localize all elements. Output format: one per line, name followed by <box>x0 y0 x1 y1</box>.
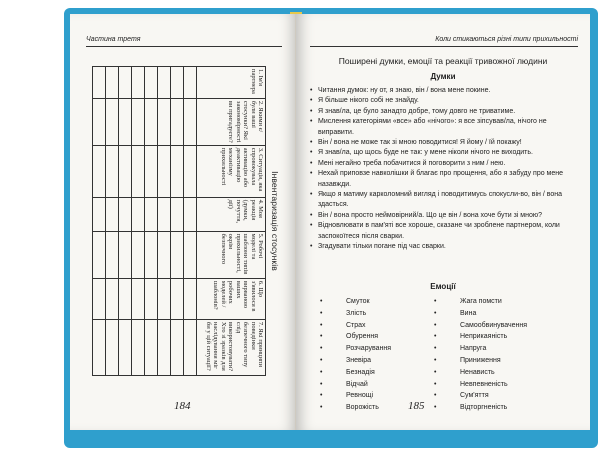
table-cell[interactable] <box>106 67 119 99</box>
list-item: • Мені негайно треба побачитися й поговорити з ним / нею. <box>310 159 576 169</box>
table-cell[interactable] <box>93 197 106 231</box>
table-cell[interactable] <box>119 197 132 231</box>
table-cell[interactable] <box>119 145 132 197</box>
running-header-right: Коли стикаються різні типи прихильності <box>435 36 578 43</box>
column-header: 1. Ім'я партнера <box>197 67 266 99</box>
table-cell[interactable] <box>119 278 132 319</box>
list-item: • Мислення категоріями «все» або «нічого»: я все зіпсував/ла, нічого не виправити. <box>310 117 576 138</box>
list-item: • Напруга <box>434 343 527 355</box>
table-row <box>119 67 132 376</box>
table-row <box>184 67 197 376</box>
list-item: • Відчай <box>320 379 391 391</box>
table-cell[interactable] <box>145 278 158 319</box>
list-item: • Розчарування <box>320 343 391 355</box>
table-cell[interactable] <box>106 98 119 145</box>
table-cell[interactable] <box>119 231 132 278</box>
list-item: • Безнадія <box>320 367 391 379</box>
header-rule-left <box>86 46 282 47</box>
list-item: • Самообвинувачення <box>434 320 527 332</box>
list-item: • Жага помсти <box>434 296 527 308</box>
table-cell[interactable] <box>145 145 158 197</box>
left-page <box>70 14 296 430</box>
table-cell[interactable] <box>119 98 132 145</box>
list-item: • Він / вона не може так зі мною поводитися! Я йому / їй покажу! <box>310 138 576 148</box>
column-header: 4. Моя реакція (думки, почуття, дії) <box>197 197 266 231</box>
column-header: 5. Робочі моделі та шаблони типів прихильності, окрім безпечного <box>197 231 266 278</box>
list-item: • Відновлювати в пам'яті все хороше, сказане чи зроблене партнером, коли заспокоїтеся після сварки. <box>310 221 576 242</box>
table-cell[interactable] <box>93 145 106 197</box>
list-item: • Якщо я матиму карколомний вигляд і поводитимусь спокусли-во, він / вона здасться. <box>310 190 576 211</box>
list-item: • Сум'яття <box>434 390 527 402</box>
table-cell[interactable] <box>158 319 171 375</box>
column-header: 3. Ситуація, яка спровокувала активацію або деактивацію механізму прихильності <box>197 145 266 197</box>
running-header-left: Частина третя <box>86 36 141 43</box>
table-cell[interactable] <box>93 98 106 145</box>
table-cell[interactable] <box>158 67 171 99</box>
list-item: • Ненависть <box>434 367 527 379</box>
emotions-heading: Емоції <box>430 282 456 291</box>
table-row <box>93 67 106 376</box>
inventory-table <box>92 66 266 376</box>
list-item: • Обурення <box>320 331 391 343</box>
table-cell[interactable] <box>145 231 158 278</box>
table-cell[interactable] <box>106 197 119 231</box>
table-cell[interactable] <box>184 145 197 197</box>
list-item: • Страх <box>320 320 391 332</box>
table-cell[interactable] <box>158 231 171 278</box>
list-item: • Зневіра <box>320 355 391 367</box>
table-cell[interactable] <box>184 319 197 375</box>
table-cell[interactable] <box>132 231 145 278</box>
table-cell[interactable] <box>145 319 158 375</box>
rotated-table-container <box>110 66 280 376</box>
thoughts-list <box>310 86 576 253</box>
table-cell[interactable] <box>132 67 145 99</box>
list-item: • Вина <box>434 308 527 320</box>
list-item: • Ревнощі <box>320 390 391 402</box>
thoughts-heading: Думки <box>430 72 456 81</box>
table-row <box>106 67 119 376</box>
table-cell[interactable] <box>145 197 158 231</box>
list-item: • Я знав/ла, це було занадто добре, тому довго не триватиме. <box>310 107 576 117</box>
table-title: Інвентаризація стосунків <box>270 171 280 271</box>
column-header: 2. Якими є/були ваші стосунки? Які закономірності ви пригадуєте? <box>197 98 266 145</box>
table-cell[interactable] <box>184 98 197 145</box>
table-cell[interactable] <box>93 278 106 319</box>
table-cell[interactable] <box>106 145 119 197</box>
table-cell[interactable] <box>184 67 197 99</box>
list-item: • Нехай приповзе навколішки й благає про прощення, або я забуду про мене назавжди. <box>310 169 576 190</box>
table-cell[interactable] <box>106 278 119 319</box>
list-item: • Я більше нікого собі не знайду. <box>310 96 576 106</box>
table-row <box>145 67 158 376</box>
list-item: • Ворожість <box>320 402 391 414</box>
table-cell[interactable] <box>93 67 106 99</box>
header-rule-right <box>310 46 578 47</box>
table-cell[interactable] <box>184 197 197 231</box>
table-cell[interactable] <box>132 98 145 145</box>
table-cell[interactable] <box>132 278 145 319</box>
table-cell[interactable] <box>171 319 184 375</box>
table-cell[interactable] <box>171 197 184 231</box>
emotions-list-left <box>320 296 391 414</box>
section-title: Поширені думки, емоції та реакції тривожної людини <box>338 56 548 66</box>
table-cell[interactable] <box>184 278 197 319</box>
table-cell[interactable] <box>145 98 158 145</box>
page-number-right: 185 <box>408 400 425 412</box>
table-cell[interactable] <box>171 231 184 278</box>
list-item: • Читання думок: ну от, я знаю, він / вона мене покине. <box>310 86 576 96</box>
list-item: • Згадувати тільки погане під час сварки. <box>310 242 576 252</box>
list-item: • Невпевненість <box>434 379 527 391</box>
list-item: • Злість <box>320 308 391 320</box>
list-item: • Приниження <box>434 355 527 367</box>
table-cell[interactable] <box>132 145 145 197</box>
column-header: 7. Які принципи поведінки безпечного типу слід використовувати? Хто зі зразків для наслідування міг би у цій ситуації? <box>197 319 266 375</box>
table-cell[interactable] <box>158 278 171 319</box>
table-cell[interactable] <box>158 145 171 197</box>
table-cell[interactable] <box>93 231 106 278</box>
column-header: 6. Що з'явилося в вирваною ваших робочих моделей / шаблонів? <box>197 278 266 319</box>
table-cell[interactable] <box>145 67 158 99</box>
table-cell[interactable] <box>119 319 132 375</box>
list-item: • Відторгненість <box>434 402 527 414</box>
table-cell[interactable] <box>171 67 184 99</box>
table-row <box>171 67 184 376</box>
table-row <box>132 67 145 376</box>
table-cell[interactable] <box>158 98 171 145</box>
emotions-list-right <box>434 296 527 414</box>
list-item: • Він / вона просто неймовірний/а. Що це він / вона хоче бути зі мною? <box>310 211 576 221</box>
table-cell[interactable] <box>106 319 119 375</box>
table-cell[interactable] <box>93 319 106 375</box>
right-page <box>296 14 590 430</box>
table-cell[interactable] <box>171 98 184 145</box>
list-item: • Я знав/ла, що щось буде не так: у мене ніколи нічого не виходить. <box>310 148 576 158</box>
table-cell[interactable] <box>106 231 119 278</box>
table-cell[interactable] <box>119 67 132 99</box>
table-cell[interactable] <box>184 231 197 278</box>
table-cell[interactable] <box>132 319 145 375</box>
table-cell[interactable] <box>158 197 171 231</box>
table-cell[interactable] <box>171 145 184 197</box>
page-number-left: 184 <box>174 400 191 412</box>
list-item: • Неприкаяність <box>434 331 527 343</box>
table-cell[interactable] <box>171 278 184 319</box>
table-row <box>158 67 171 376</box>
list-item: • Смуток <box>320 296 391 308</box>
table-cell[interactable] <box>132 197 145 231</box>
